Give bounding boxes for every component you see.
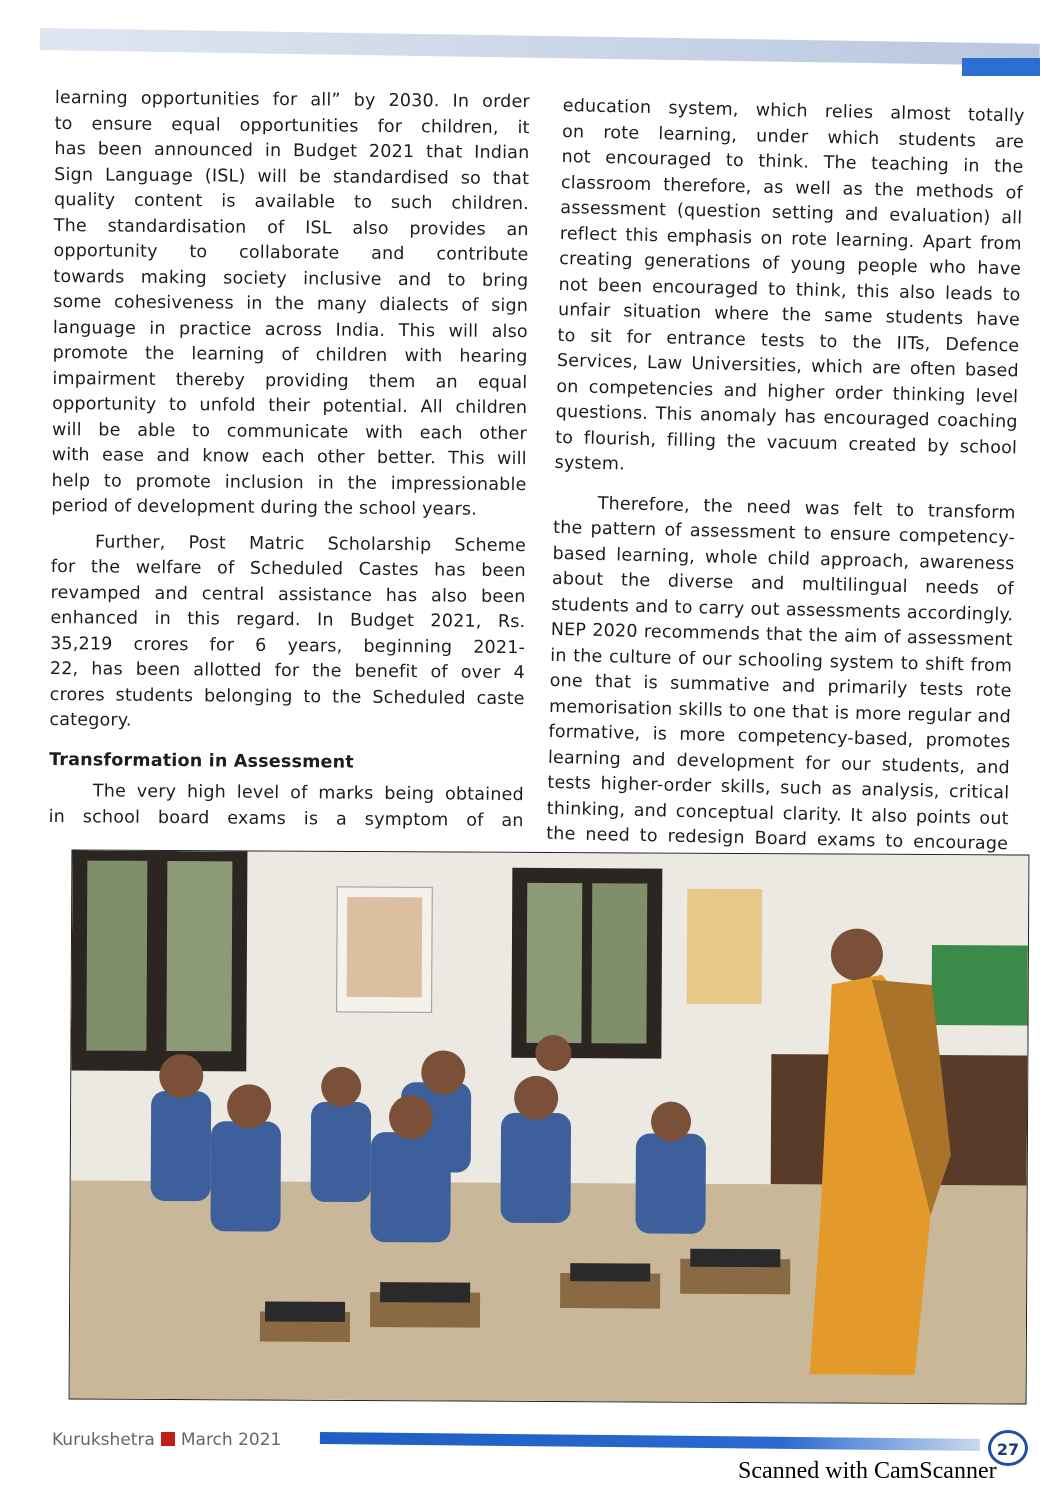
text-line: language in practice across India. This will also bbox=[52, 317, 528, 342]
text-line: to sit for entrance tests to the IITs, Defence bbox=[557, 325, 1020, 356]
text-line: opportunity to collaborate and contribute bbox=[53, 240, 529, 266]
text-line: The very high level of marks being obtained bbox=[92, 781, 524, 806]
text-line: unfair situation where the same students have bbox=[557, 299, 1021, 331]
text-line: memorisation skills to one that is more regular and bbox=[548, 696, 1012, 727]
text-line: some cohesiveness in the many dialects of sign bbox=[53, 291, 529, 317]
red-square-icon bbox=[161, 1432, 175, 1446]
page-number: 27 bbox=[988, 1430, 1028, 1466]
paragraph-scholarship bbox=[49, 529, 526, 737]
text-line: 22, has been allotted for the benefit of over 4 bbox=[49, 658, 525, 684]
text-line: in school board exams is a symptom of an bbox=[48, 806, 524, 831]
text-line: has been announced in Budget 2021 that Indian bbox=[54, 138, 530, 164]
text-line: The standardisation of ISL also provides an bbox=[53, 215, 529, 240]
magazine-name: Kurukshetra bbox=[52, 1430, 155, 1450]
text-line: will be able to communicate with each other bbox=[51, 419, 528, 444]
text-line: students and to carry out assessments accordingly. bbox=[551, 594, 1014, 625]
text-line: Sign Language (ISL) will be standardised so that bbox=[54, 164, 530, 189]
text-line: Therefore, the need was felt to transform bbox=[597, 493, 1016, 523]
text-line: crores students belonging to the Scheduled caste bbox=[49, 684, 525, 709]
text-line: opportunity to unfold their potential. All children bbox=[52, 393, 528, 419]
text-line: system. bbox=[554, 452, 626, 475]
classroom-photo bbox=[69, 849, 1030, 1404]
text-line: quality content is available to such children. bbox=[53, 189, 530, 215]
footer-band bbox=[320, 1432, 980, 1451]
scanner-watermark: Scanned with CamScanner bbox=[738, 1458, 997, 1484]
text-line: on competencies and higher order thinking level bbox=[556, 376, 1019, 407]
text-line: the pattern of assessment to ensure competency- bbox=[552, 517, 1016, 549]
text-line: based learning, whole child approach, awareness bbox=[552, 543, 1015, 574]
paragraph-rote-learning bbox=[554, 94, 1025, 487]
text-line: category. bbox=[49, 709, 132, 731]
text-line: with ease and know each other better. This will bbox=[51, 444, 527, 470]
text-line: formative, is more competency-based, promotes bbox=[548, 721, 1011, 753]
paragraph-assessment-start bbox=[49, 779, 524, 834]
text-line: assessment (question setting and evaluation) all bbox=[560, 197, 1023, 229]
text-line: revamped and central assistance has also been bbox=[50, 582, 526, 607]
text-line: classroom therefore, as well as the methods of bbox=[560, 172, 1024, 203]
text-line: one that is summative and primarily tests rote bbox=[549, 670, 1012, 702]
text-line: enhanced in this regard. In Budget 2021, Rs. bbox=[50, 607, 526, 633]
text-line: not encouraged to think. The teaching in the bbox=[561, 146, 1024, 178]
text-line: to ensure equal opportunities for children, it bbox=[54, 113, 530, 138]
header-accent-block bbox=[962, 58, 1040, 76]
text-line: period of development during the school years. bbox=[51, 495, 478, 520]
text-line: learning and development for our students, and bbox=[547, 747, 1011, 778]
text-line: questions. This anomaly has encouraged coaching bbox=[555, 401, 1018, 433]
issue-date: March 2021 bbox=[180, 1430, 282, 1450]
text-line: promote the learning of children with hearing bbox=[52, 342, 528, 368]
text-line: to flourish, filling the vacuum created by school bbox=[554, 427, 1018, 458]
text-line: reflect this emphasis on rote learning. Apart from bbox=[559, 223, 1022, 254]
text-line: Services, Law Universities, which are often based bbox=[556, 350, 1020, 382]
paragraph-nep-2020 bbox=[546, 490, 1016, 857]
text-line: Further, Post Matric Scholarship Scheme bbox=[94, 531, 527, 556]
paragraph-isl bbox=[51, 86, 530, 524]
text-line: creating generations of young people who have bbox=[559, 248, 1022, 280]
text-line: impairment thereby providing them an equal bbox=[52, 368, 528, 393]
text-line: tests higher-order skills, such as analysis, critical bbox=[547, 772, 1010, 804]
left-column bbox=[49, 86, 530, 834]
footer-publication bbox=[52, 1430, 281, 1450]
text-line: NEP 2020 recommends that the aim of assessment bbox=[550, 619, 1013, 651]
text-line: towards making society inclusive and to bring bbox=[53, 266, 529, 291]
text-line: learning opportunities for all” by 2030. In order bbox=[54, 87, 530, 113]
text-line: thinking, and conceptual clarity. It also points out bbox=[546, 798, 1009, 829]
text-line: in the culture of our schooling system to shift from bbox=[550, 645, 1013, 676]
text-line: 35,219 crores for 6 years, beginning 2021- bbox=[50, 633, 526, 658]
header-band bbox=[40, 28, 1040, 66]
text-line: for the welfare of Scheduled Castes has been bbox=[50, 556, 526, 582]
text-line: not been encouraged to think, this also leads to bbox=[558, 274, 1021, 305]
text-line: about the diverse and multilingual needs of bbox=[551, 568, 1015, 600]
text-line: on rote learning, under which students are bbox=[561, 121, 1025, 152]
text-line: the need to redesign Board exams to encourage bbox=[545, 823, 1009, 855]
section-heading: Transformation in Assessment bbox=[49, 749, 354, 773]
text-line: education system, which relies almost totally bbox=[562, 95, 1025, 127]
right-column bbox=[546, 94, 1025, 858]
text-line: help to promote inclusion in the impressionable bbox=[51, 470, 527, 495]
